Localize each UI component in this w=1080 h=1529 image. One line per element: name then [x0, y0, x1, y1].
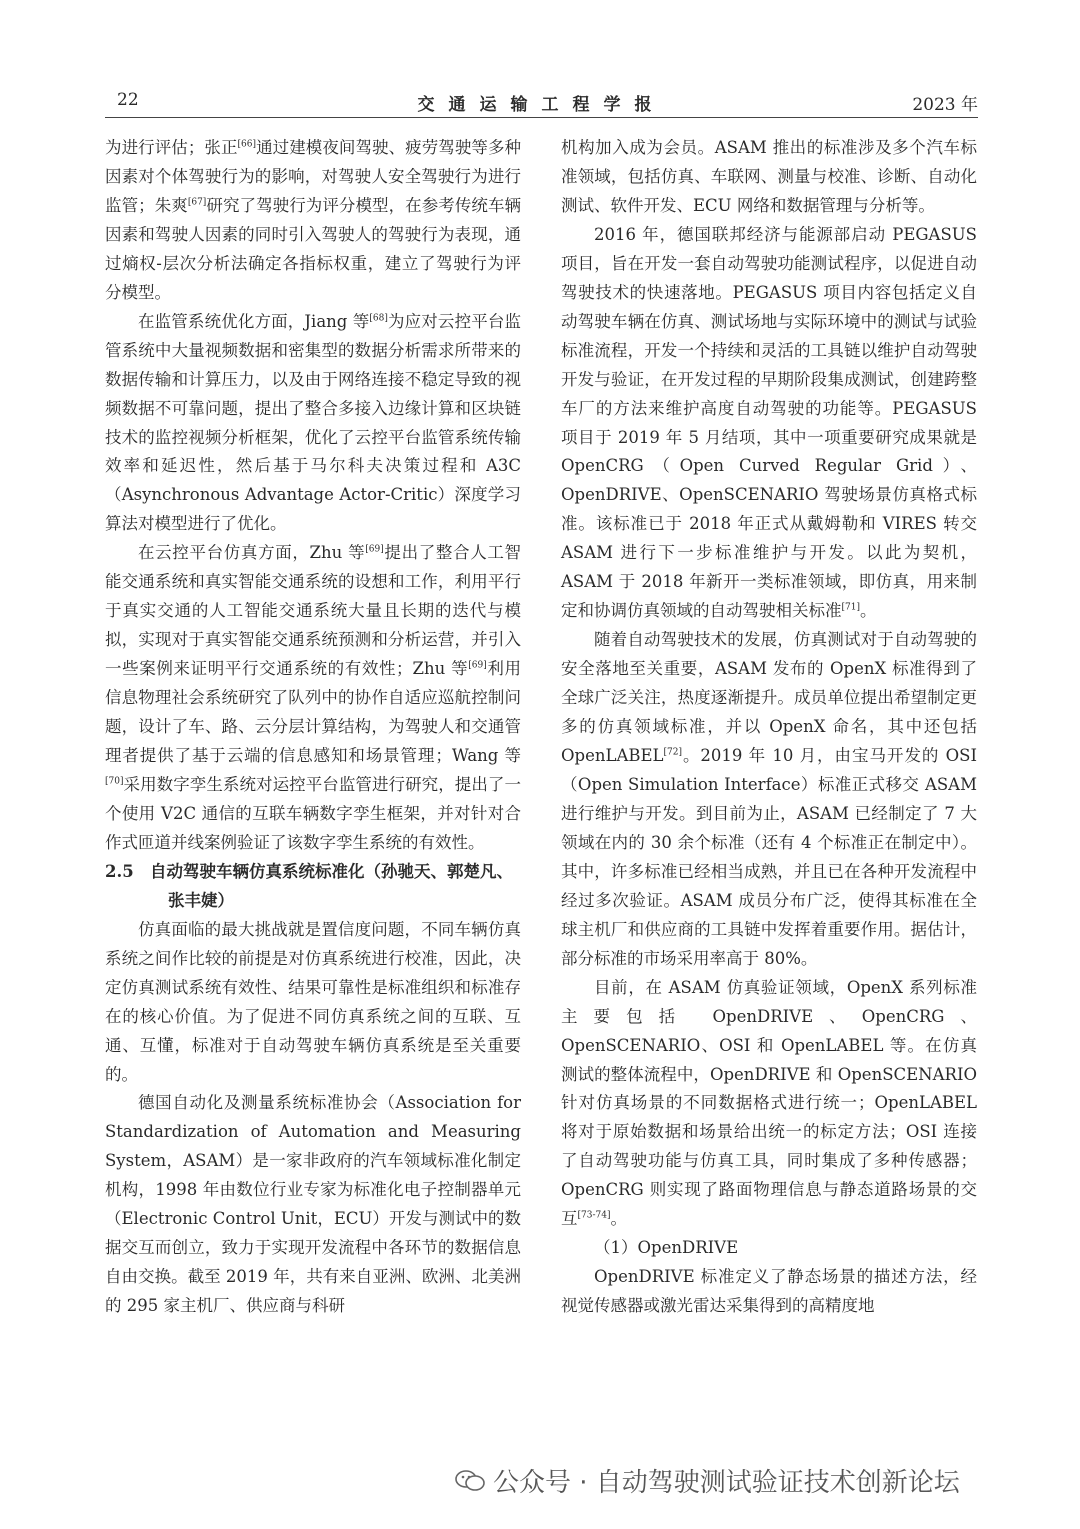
right-column: [561, 134, 977, 1321]
section-number: 2.5: [105, 861, 134, 881]
paragraph: 在云控平台仿真方面，Zhu 等[69]提出了整合人工智能交通系统和真实智能交通系统的设想和工作，利用平行于真实交通的人工智能交通系统大量且长期的迭代与模拟，实现对于真实智能交通系统预测和分析运营，并引入一些案例来证明平行交通系统的有效性；Zhu 等[69]利用信息物理社会系统研究了队列中的协作自适应巡航控制问题，设计了车、路、云分层计算结构，为驾驶人和交通管理者提供了基于云端的信息感知和场景管理；Wang 等[70]采用数字孪生系统对运控平台监管进行研究，提出了一个使用 V2C 通信的互联车辆数字孪生框架，并对针对合作式匝道并线案例验证了该数字孪生系统的有效性。: [105, 543, 522, 852]
paragraph: 目前，在 ASAM 仿真验证领域，OpenX 系列标准主要包括 OpenDRIVE、OpenCRG、OpenSCENARIO、OSI 和 OpenLABEL 等。在仿真测试的整体流程中，OpenDRIVE 和 OpenSCENARIO 针对仿真场景的不同数据格式进行统一；OpenLABEL 将对于原始数据和场景给出统一的标定方法；OSI 连接了自动驾驶功能与仿真工具，同时集成了多种传感器；OpenCRG 则实现了路面物理信息与静态道路场景的交互[73-74]。: [561, 977, 977, 1229]
left-column: [105, 134, 521, 1321]
citation[interactable]: [68]: [369, 313, 388, 324]
section-title-continued: 张丰婕）: [168, 890, 234, 910]
citation[interactable]: [66]: [237, 139, 256, 150]
paragraph: OpenDRIVE 标准定义了静态场景的描述方法，经视觉传感器或激光雷达采集得到的高精度地: [561, 1267, 977, 1316]
paragraph: 为进行评估；张正[66]通过建模夜间驾驶、疲劳驾驶等多种因素对个体驾驶行为的影响，对驾驶人安全驾驶行为进行监管；朱爽[67]研究了驾驶行为评分模型，在参考传统车辆因素和驾驶人因素的同时引入驾驶人的驾驶行为表现，通过熵权-层次分析法确定各指标权重，建立了驾驶行为评分模型。: [105, 138, 522, 302]
watermark-text: 公众号 · 自动驾驶测试验证技术创新论坛: [493, 1468, 960, 1498]
paragraph: 机构加入成为会员。ASAM 推出的标准涉及多个汽车标准领域，包括仿真、车联网、测量与校准、诊断、自动化测试、软件开发、ECU 网络和数据管理与分析等。: [561, 138, 977, 215]
subsection-label: （1）OpenDRIVE: [594, 1238, 739, 1258]
paragraph: 德国自动化及测量系统标准协会（Association for Standardization of Automation and Measuring System，ASAM）是一家非政府的汽车领域标准化制定机构，1998 年由数位行业专家为标准化电子控制器单元（Electronic Control Unit，ECU）开发与测试中的数据交互而创立，致力于实现开发流程中各环节的数据信息自由交换。截至 2019 年，共有来自亚洲、欧洲、北美洲的 295 家主机厂、供应商与科研: [105, 1093, 521, 1316]
citation[interactable]: [71]: [841, 602, 860, 613]
paragraph: 仿真面临的最大挑战就是置信度问题，不同车辆仿真系统之间作比较的前提是对仿真系统进行校准，因此，决定仿真测试系统有效性、结果可靠性是标准组织和标准存在的核心价值。为了促进不同仿真系统之间的互联、互通、互懂，标准对于自动驾驶车辆仿真系统是至关重要的。: [105, 919, 521, 1084]
citation[interactable]: [69]: [468, 660, 487, 671]
citation[interactable]: [72]: [663, 747, 682, 758]
paragraph: 2016 年，德国联邦经济与能源部启动 PEGASUS 项目，旨在开发一套自动驾驶功能测试程序，以促进自动驾驶技术的快速落地。PEGASUS 项目内容包括定义自动驾驶车辆在仿真、测试场地与实际环境中的测试与试验标准流程，开发一个持续和灵活的工具链以维护自动驾驶开发与验证，在开发过程的早期阶段集成测试，创建跨整车厂的方法来维护高度自动驾驶的功能等。PEGASUS 项目于 2019 年 5 月结项，其中一项重要研究成果就是 OpenCRG（Open Curved Regular Grid）、OpenDRIVE、OpenSCENARIO 驾驶场景仿真格式标准。该标准已于 2018 年正式从戴姆勒和 VIRES 转交 ASAM 进行下一步标准维护与开发。以此为契机，ASAM 于 2018 年新开一类标准领域，即仿真，用来制定和协调仿真领域的自动驾驶相关标准[71]。: [561, 224, 977, 621]
running-header: [105, 86, 978, 120]
citation[interactable]: [67]: [187, 197, 207, 208]
section-heading: [105, 858, 521, 916]
citation[interactable]: [69]: [365, 544, 384, 555]
page-number: 22: [117, 90, 139, 110]
wechat-icon: [455, 1470, 485, 1492]
citation[interactable]: [70]: [105, 776, 124, 787]
header-rule: [105, 117, 978, 118]
watermark: [455, 1462, 960, 1499]
paragraph: 在监管系统优化方面，Jiang 等[68]为应对云控平台监管系统中大量视频数据和密集型的数据分析需求所带来的数据传输和计算压力，以及由于网络连接不稳定导致的视频数据不可靠问题，提出了整合多接入边缘计算和区块链技术的监控视频分析框架，优化了云控平台监管系统传输效率和延迟性，然后基于马尔科夫决策过程和 A3C（Asynchronous Advantage Actor-Critic）深度学习算法对模型进行了优化。: [105, 311, 521, 534]
citation[interactable]: [73-74]: [577, 1210, 611, 1221]
year: 2023 年: [912, 95, 978, 115]
section-title: 自动驾驶车辆仿真系统标准化（孙驰天、郭楚凡、: [150, 861, 513, 881]
paragraph: 随着自动驾驶技术的发展，仿真测试对于自动驾驶的安全落地至关重要，ASAM 发布的 OpenX 标准得到了全球广泛关注，热度逐渐提升。成员单位提出希望制定更多的仿真领域标准，并以 OpenX 命名，其中还包括 OpenLABEL[72]。2019 年 10 月，由宝马开发的 OSI（Open Simulation Interface）标准正式移交 ASAM 进行维护与开发。到目前为止，ASAM 已经制定了 7 大领域在内的 30 余个标准（还有 4 个标准正在制定中）。其中，许多标准已经相当成熟，并且已在各种开发流程中经过多次验证。ASAM 成员分布广泛，使得其标准在全球主机厂和供应商的工具链中发挥着重要作用。据估计，部分标准的市场采用率高于 80%。: [561, 630, 977, 968]
journal-title: 交通运输工程学报: [417, 95, 666, 115]
